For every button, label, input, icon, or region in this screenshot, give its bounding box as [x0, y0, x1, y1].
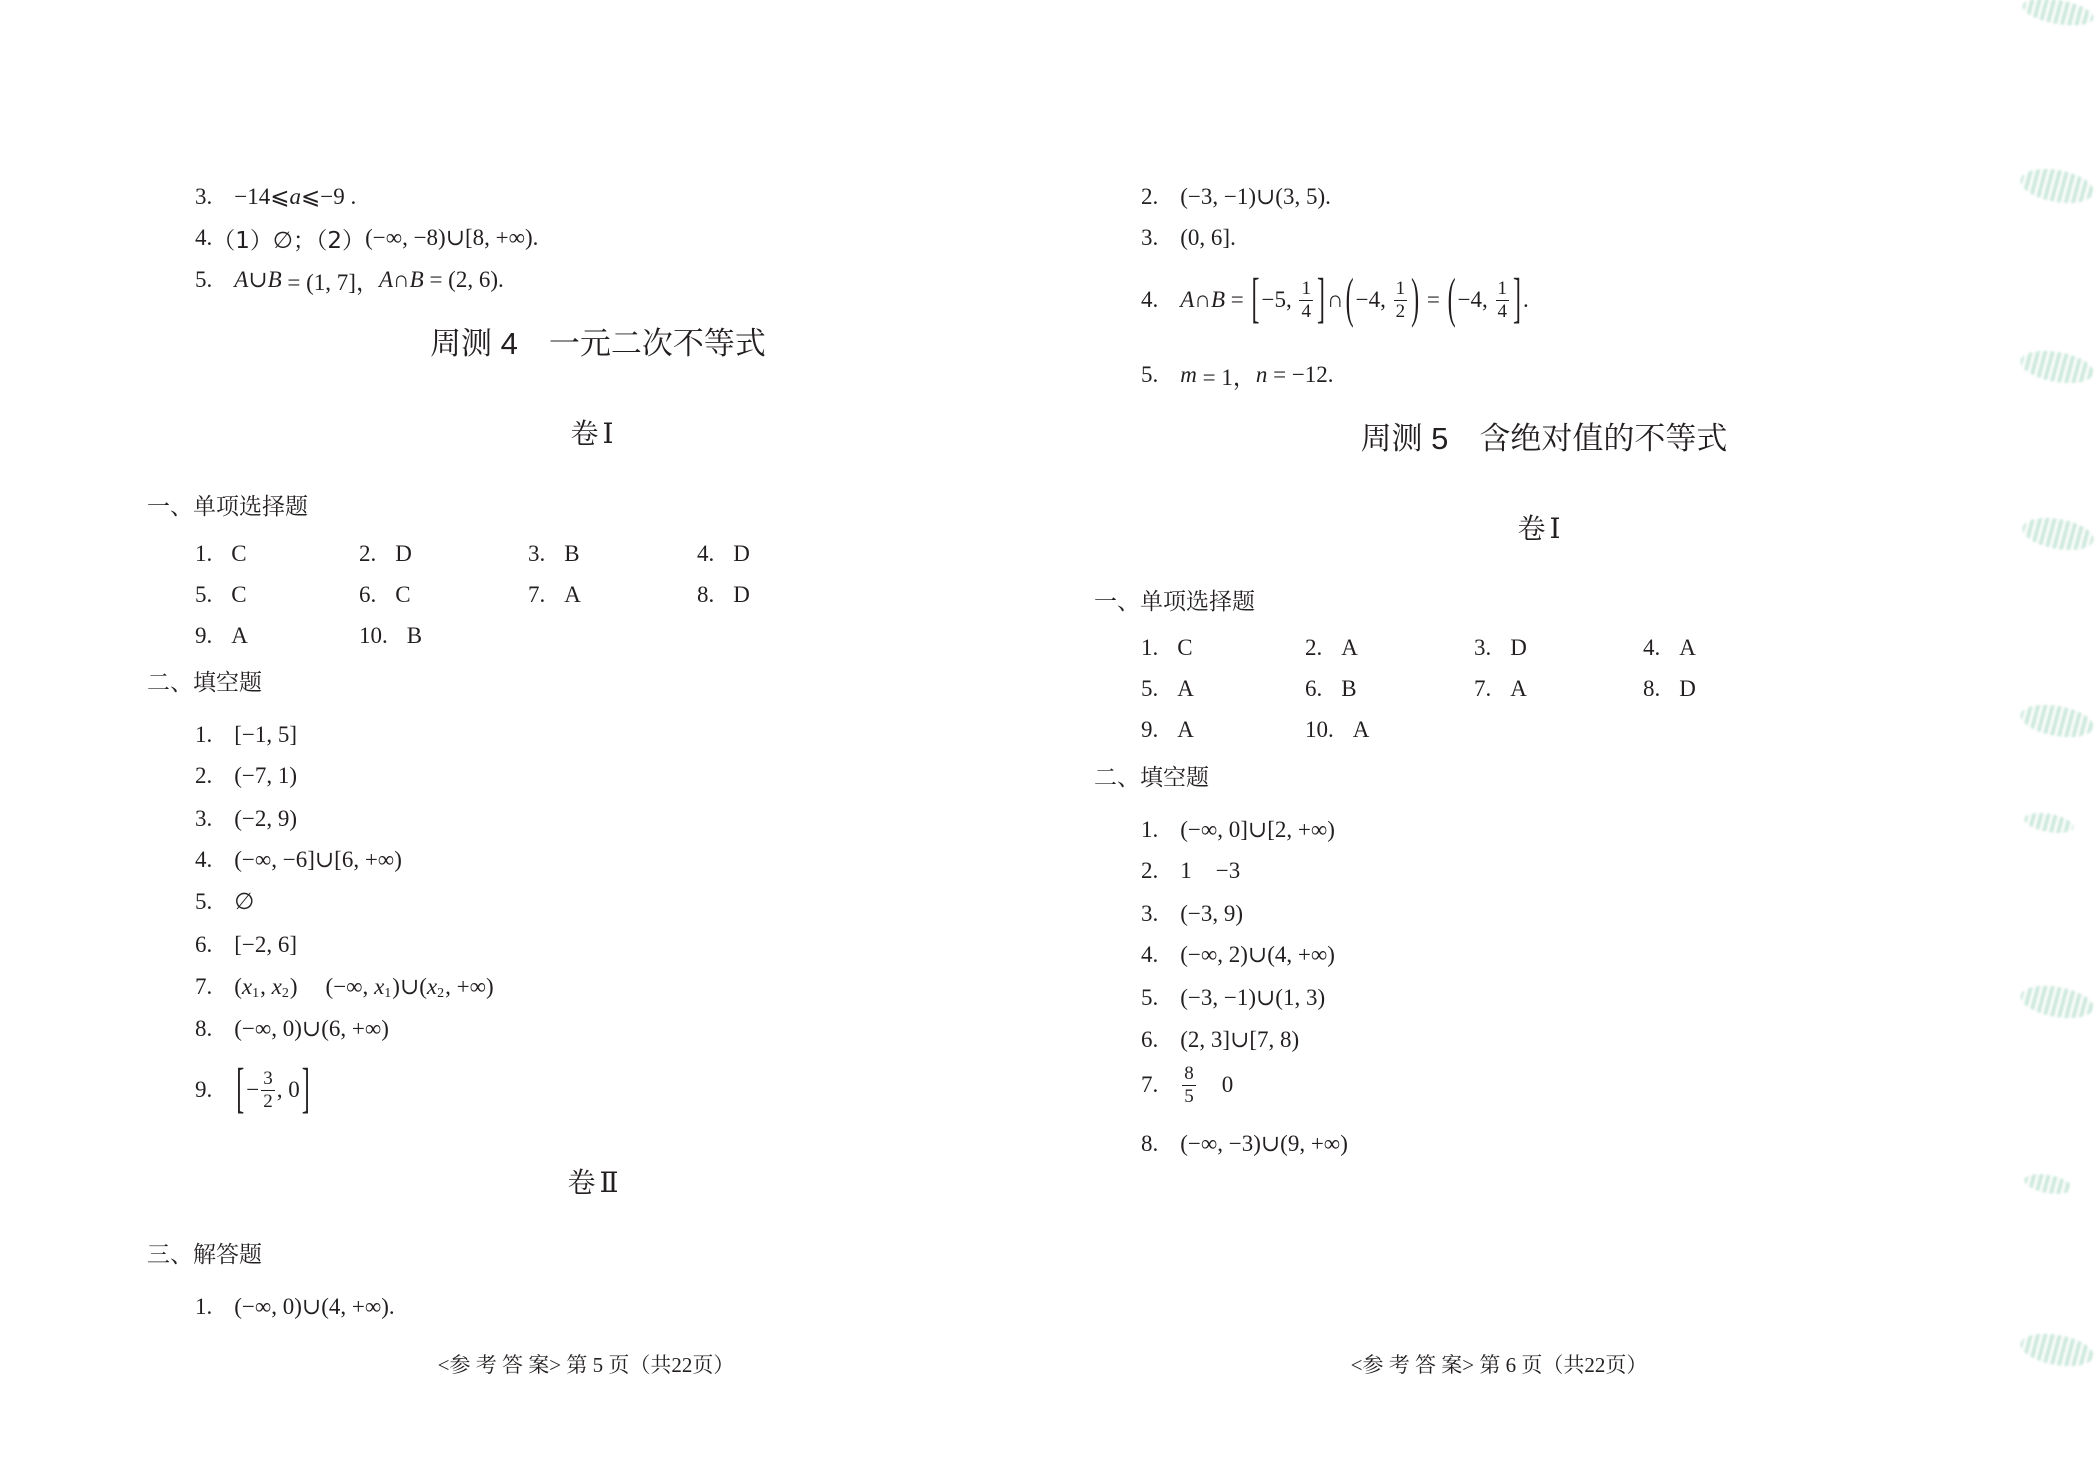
choice-letter: A: [1177, 716, 1194, 742]
choice-answer: [1305, 709, 1474, 750]
answer-text: (−∞, −8)∪[8, +∞).: [365, 225, 539, 250]
answer-item: [195, 265, 504, 295]
answer-text: = (1, 7]，: [281, 269, 379, 295]
variable: a: [289, 184, 301, 209]
choice-answer: [528, 574, 697, 615]
choice-letter: B: [406, 622, 423, 648]
answer-text: = 1，: [1196, 364, 1256, 390]
denominator: 2: [263, 1090, 273, 1112]
choice-letter: A: [564, 581, 581, 607]
answer-text: (−2, 9): [234, 806, 298, 831]
choice-answer: [359, 533, 528, 574]
operator: ∩: [1194, 287, 1211, 312]
item-number: 3.: [1141, 901, 1159, 926]
answer-item: [1141, 268, 1529, 332]
numerator: 8: [1184, 1062, 1194, 1084]
answer-text: (−∞,: [325, 974, 375, 999]
answer-item: [1141, 182, 1331, 212]
item-number: 3.: [528, 540, 546, 566]
section-heading: 二、填空题: [1094, 764, 1209, 790]
answer-item: [1141, 940, 1335, 970]
item-number: 6.: [1305, 675, 1323, 701]
answer-item: [1141, 223, 1236, 253]
variable: x: [241, 974, 253, 999]
choice-answer: [697, 574, 817, 615]
fraction: [261, 1068, 275, 1113]
answer-text: = −12.: [1267, 362, 1334, 387]
choice-answer: [1643, 668, 1763, 709]
section-title: 周测 4 一元二次不等式: [430, 326, 766, 361]
choice-letter: C: [231, 581, 247, 607]
item-number: 4.: [195, 847, 213, 872]
denominator: 5: [1184, 1085, 1194, 1107]
choice-letter: B: [1341, 675, 1357, 701]
answer-item: [195, 1058, 312, 1122]
numerator: 1: [1497, 277, 1508, 299]
choice-answer: [1474, 627, 1643, 668]
left-paren: (: [1345, 270, 1354, 330]
variable: A: [1180, 287, 1195, 312]
right-paren: ): [1411, 270, 1420, 330]
answer-item: [195, 804, 297, 834]
answer-item: [195, 930, 297, 960]
item-number: 7.: [195, 974, 213, 999]
item-number: 6.: [1141, 1027, 1159, 1052]
volume-label: 卷Ⅰ: [570, 419, 618, 450]
answer-text: ): [289, 974, 298, 999]
answer-item: [1141, 856, 1240, 886]
answer-text: , +∞): [445, 974, 494, 999]
answer-item: [1141, 983, 1325, 1013]
choice-answer: [1474, 668, 1643, 709]
choice-answer: [1643, 627, 1763, 668]
item-number: 3.: [195, 184, 213, 209]
operator: ∩: [1326, 287, 1344, 312]
item-number: 1.: [1141, 634, 1159, 660]
choice-letter: C: [231, 540, 247, 566]
edge-mark: [2023, 1171, 2073, 1197]
answer-item: [195, 972, 494, 1002]
item-number: 1.: [195, 722, 213, 747]
choice-answer: [1305, 627, 1474, 668]
item-number: 10.: [359, 622, 388, 648]
item-number: 2.: [195, 763, 213, 788]
answer-text: =: [1421, 287, 1446, 312]
item-number: 7.: [528, 581, 546, 607]
edge-mark: [2020, 513, 2096, 555]
answer-text: )∪(: [392, 974, 427, 999]
answer-item: [195, 223, 538, 253]
variable: A: [378, 267, 394, 292]
page-footer: <参 考 答 案> 第 5 页（共22页）: [437, 1353, 735, 1377]
answer-item: [195, 761, 297, 791]
answer-item: [195, 1292, 395, 1322]
answer-text: , 0: [276, 1077, 300, 1102]
answer-item: [1141, 360, 1334, 390]
item-number: 5.: [195, 889, 213, 914]
item-number: 10.: [1305, 716, 1334, 742]
answer-item: [1141, 1053, 1233, 1117]
numerator: 3: [263, 1067, 273, 1089]
answer-text: ∅: [234, 889, 255, 914]
item-number: 8.: [1643, 675, 1661, 701]
numerator: 1: [1395, 277, 1406, 299]
answer-text: （1）∅；（2）: [212, 227, 366, 254]
answer-text: ,: [260, 974, 272, 999]
item-number: 6.: [359, 581, 377, 607]
answer-text: (−∞, 0)∪(6, +∞): [234, 1016, 389, 1041]
choice-answer: [528, 533, 697, 574]
numerator: 1: [1301, 277, 1311, 299]
answer-text: (−7, 1): [234, 763, 298, 788]
section-heading: 一、单项选择题: [1094, 588, 1255, 614]
left-bracket: [: [236, 1060, 245, 1120]
left-bracket: [: [1251, 270, 1260, 330]
item-number: 8.: [1141, 1131, 1159, 1156]
answer-item: [1141, 815, 1335, 845]
item-number: 5.: [195, 267, 213, 292]
variable: n: [1255, 362, 1268, 387]
denominator: 4: [1497, 300, 1508, 322]
fraction: [1496, 278, 1510, 323]
edge-mark: [2018, 346, 2096, 388]
answer-text: −14⩽: [234, 184, 290, 209]
edge-mark: [2018, 981, 2096, 1023]
choice-answer: [1141, 709, 1305, 750]
choice-letter: D: [1510, 634, 1527, 660]
answer-text: −3: [1215, 858, 1241, 883]
item-number: 6.: [195, 932, 213, 957]
answer-text: (0, 6].: [1180, 225, 1236, 250]
item-number: 3.: [1474, 634, 1492, 660]
choice-answer: [195, 533, 359, 574]
edge-mark: [2018, 700, 2096, 742]
answer-item: [195, 887, 254, 917]
answer-text: −: [246, 1077, 260, 1102]
subscript: 2: [281, 986, 289, 1001]
answer-text: −4,: [1457, 287, 1494, 312]
fraction: [1394, 278, 1408, 323]
answer-text: (−∞, 0]∪[2, +∞): [1180, 817, 1335, 842]
answer-text: =: [1225, 287, 1250, 312]
edge-mark: [2018, 1329, 2096, 1371]
page-footer: <参 考 答 案> 第 6 页（共22页）: [1350, 1353, 1648, 1377]
item-number: 7.: [1474, 675, 1492, 701]
choice-letter: A: [1679, 634, 1696, 660]
right-bracket: ]: [301, 1060, 310, 1120]
answer-item: [195, 720, 297, 750]
answer-text: (2, 3]∪[7, 8): [1180, 1027, 1300, 1052]
fraction: [1299, 278, 1313, 323]
choice-letter: D: [733, 581, 750, 607]
answer-item: [195, 1014, 389, 1044]
variable: x: [426, 974, 438, 999]
choice-letter: D: [1679, 675, 1696, 701]
edge-mark: [2018, 164, 2096, 208]
operator: ∪: [248, 267, 268, 292]
variable: m: [1180, 362, 1197, 387]
answer-item: [1141, 1025, 1299, 1055]
left-paren: (: [1447, 270, 1456, 330]
item-number: 4.: [1643, 634, 1661, 660]
answer-text: −4,: [1355, 287, 1392, 312]
item-number: 5.: [1141, 675, 1159, 701]
item-number: 5.: [195, 581, 213, 607]
item-number: 8.: [195, 1016, 213, 1041]
answer-text: [−2, 6]: [234, 932, 298, 957]
choice-letter: A: [1177, 675, 1194, 701]
variable: B: [1210, 287, 1225, 312]
variable: x: [271, 974, 282, 999]
variable: B: [409, 267, 424, 292]
answer-text: [−1, 5]: [234, 722, 298, 747]
answer-item: [1141, 1129, 1348, 1159]
answer-text: (−3, 9): [1180, 901, 1244, 926]
answer-text: ⩽−9 .: [301, 184, 357, 209]
right-bracket: ]: [1316, 270, 1325, 330]
choice-answer: [1141, 627, 1305, 668]
choice-letter: A: [1510, 675, 1527, 701]
item-number: 1.: [195, 1294, 213, 1319]
answer-text: (−∞, 0)∪(4, +∞).: [234, 1294, 395, 1319]
item-number: 8.: [697, 581, 715, 607]
answer-text: (−3, −1)∪(1, 3): [1180, 985, 1326, 1010]
choice-letter: D: [733, 540, 750, 566]
section-heading: 三、解答题: [147, 1241, 262, 1267]
item-number: 4.: [195, 225, 213, 250]
choice-answer: [1141, 668, 1305, 709]
subscript: 2: [437, 986, 445, 1001]
section-title: 周测 5 含绝对值的不等式: [1360, 421, 1728, 456]
choice-letter: C: [395, 581, 411, 607]
item-number: 4.: [1141, 287, 1159, 312]
answer-text: = (2, 6).: [423, 267, 504, 292]
choice-answer: [697, 533, 817, 574]
choice-letter: C: [1177, 634, 1193, 660]
item-number: 2.: [359, 540, 377, 566]
item-number: 9.: [195, 622, 213, 648]
subscript: 1: [384, 986, 392, 1001]
answer-text: −5,: [1261, 287, 1298, 312]
section-heading: 一、单项选择题: [147, 493, 308, 519]
fraction: [1182, 1063, 1196, 1108]
item-number: 3.: [1141, 225, 1159, 250]
answer-text: (: [234, 974, 242, 999]
answer-item: [1141, 899, 1243, 929]
answer-item: [195, 845, 402, 875]
answer-item: [195, 182, 356, 212]
item-number: 1.: [1141, 817, 1159, 842]
item-number: 3.: [195, 806, 213, 831]
item-number: 9.: [195, 1077, 213, 1102]
choice-letter: A: [1341, 634, 1358, 660]
item-number: 1.: [195, 540, 213, 566]
item-number: 4.: [697, 540, 715, 566]
answer-text: (−∞, −6]∪[6, +∞): [234, 847, 402, 872]
item-number: 7.: [1141, 1072, 1159, 1097]
subscript: 1: [252, 986, 260, 1001]
edge-marks: [2012, 0, 2098, 1475]
choice-answer: [359, 615, 528, 656]
answer-text: (−∞, −3)∪(9, +∞): [1180, 1131, 1348, 1156]
answer-text: .: [1523, 287, 1529, 312]
item-number: 9.: [1141, 716, 1159, 742]
volume-label: 卷Ⅱ: [567, 1168, 623, 1199]
choice-answer: [1305, 668, 1474, 709]
choice-answer: [195, 574, 359, 615]
denominator: 2: [1395, 300, 1406, 322]
choice-answer: [359, 574, 528, 615]
choice-letter: A: [1352, 716, 1370, 742]
variable: A: [234, 267, 249, 292]
variable: x: [374, 974, 385, 999]
item-number: 2.: [1305, 634, 1323, 660]
answer-text: (−3, −1)∪(3, 5).: [1180, 184, 1331, 209]
operator: ∩: [393, 267, 410, 292]
choice-letter: D: [395, 540, 412, 566]
answer-text: 0: [1221, 1072, 1234, 1097]
item-number: 5.: [1141, 985, 1159, 1010]
answer-text: 1: [1180, 858, 1192, 883]
choice-answer-grid: [195, 533, 817, 656]
choice-letter: B: [564, 540, 580, 566]
section-heading: 二、填空题: [147, 669, 262, 695]
variable: B: [267, 267, 282, 292]
denominator: 4: [1301, 300, 1311, 322]
choice-answer-grid: [1141, 627, 1763, 750]
item-number: 2.: [1141, 184, 1159, 209]
right-bracket: ]: [1513, 270, 1522, 330]
edge-mark: [2023, 810, 2075, 836]
choice-answer: [195, 615, 359, 656]
edge-mark: [2020, 0, 2095, 30]
item-number: 4.: [1141, 942, 1159, 967]
volume-label: 卷Ⅰ: [1517, 514, 1565, 545]
item-number: 5.: [1141, 362, 1159, 387]
answer-text: (−∞, 2)∪(4, +∞): [1180, 942, 1335, 967]
item-number: 2.: [1141, 858, 1159, 883]
choice-letter: A: [231, 622, 248, 648]
